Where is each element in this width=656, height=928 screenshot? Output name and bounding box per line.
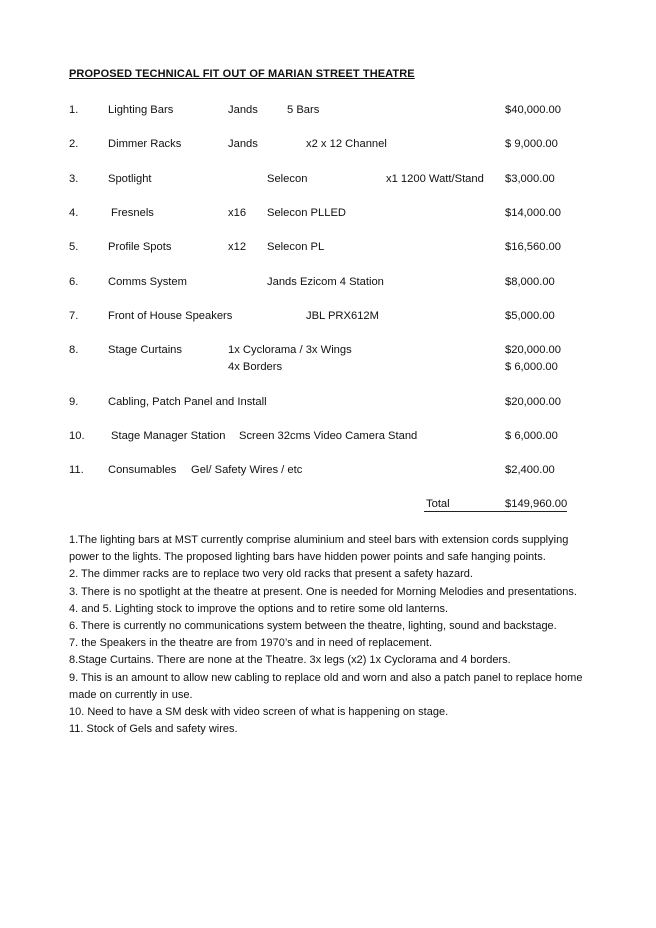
item-name: Front of House Speakers — [108, 310, 233, 322]
item-detail: x16 — [228, 207, 247, 219]
item-number: 3. — [69, 173, 79, 185]
item-number: 5. — [69, 241, 79, 253]
item-price: $2,400.00 — [505, 464, 555, 476]
item-name: Spotlight — [108, 173, 152, 185]
item-number: 2. — [69, 138, 79, 150]
item-detail: Gel/ Safety Wires / etc — [191, 464, 303, 476]
item-name: Cabling, Patch Panel and Install — [108, 396, 267, 408]
item-number: 10. — [69, 430, 85, 442]
item-detail: Jands — [228, 104, 258, 116]
item-price: $5,000.00 — [505, 310, 555, 322]
item-detail: x2 x 12 Channel — [306, 138, 387, 150]
note-paragraph: 8.Stage Curtains. There are none at the Theatre. 3x legs (x2) 1x Cyclorama and 4 borders. — [69, 654, 511, 667]
item-price: $14,000.00 — [505, 207, 561, 219]
item-detail: Screen 32cms Video Camera Stand — [239, 430, 418, 442]
total-underline — [424, 511, 567, 512]
item-number: 1. — [69, 104, 79, 116]
item-number: 4. — [69, 207, 79, 219]
item-number: 7. — [69, 310, 79, 322]
total-label: Total — [426, 498, 450, 510]
item-price: $3,000.00 — [505, 173, 555, 185]
item-name: Lighting Bars — [108, 104, 174, 116]
item-detail: Jands — [228, 138, 258, 150]
item-number: 9. — [69, 396, 79, 408]
table-row — [0, 173, 656, 189]
item-detail: 4x Borders — [228, 361, 283, 373]
item-price: $8,000.00 — [505, 276, 555, 288]
note-paragraph: 4. and 5. Lighting stock to improve the options and to retire some old lanterns. — [69, 602, 449, 615]
item-price: $40,000.00 — [505, 104, 561, 116]
page-title: PROPOSED TECHNICAL FIT OUT OF MARIAN STREET THEATRE — [69, 68, 415, 80]
table-row — [0, 138, 656, 154]
item-name: Fresnels — [111, 207, 154, 219]
item-detail: 1x Cyclorama / 3x Wings — [228, 344, 352, 356]
item-name: Stage Manager Station — [111, 430, 226, 442]
item-detail: 5 Bars — [287, 104, 320, 116]
total-row — [0, 498, 656, 514]
item-name: Profile Spots — [108, 241, 172, 253]
table-row — [0, 396, 656, 412]
note-paragraph: 7. the Speakers in the theatre are from 1970’s and in need of replacement. — [69, 637, 433, 650]
note-paragraph: 10. Need to have a SM desk with video screen of what is happening on stage. — [69, 706, 449, 719]
item-price: $20,000.00 — [505, 396, 561, 408]
note-paragraph: 9. This is an amount to allow new cabling to replace old and worn and also a patch panel to replace home made on currently in use. — [69, 671, 583, 701]
item-price: $ 9,000.00 — [505, 138, 558, 150]
note-paragraph: 1.The lighting bars at MST currently comprise aluminium and steel bars with extension cords supplying power to the lights. The proposed lighting bars have hidden power points and safe hanging points. — [69, 534, 569, 564]
total-value: $149,960.00 — [505, 498, 568, 510]
table-row — [0, 344, 656, 378]
item-number: 11. — [69, 464, 84, 476]
table-row — [0, 207, 656, 223]
item-detail: JBL PRX612M — [306, 310, 379, 322]
item-price-secondary: $ 6,000.00 — [505, 361, 558, 373]
item-price: $20,000.00 — [505, 344, 561, 356]
item-name: Stage Curtains — [108, 344, 183, 356]
note-paragraph: 6. There is currently no communications system between the theatre, lighting, sound and backstage. — [69, 620, 557, 633]
item-price: $16,560.00 — [505, 241, 561, 253]
table-row — [0, 241, 656, 257]
table-row — [0, 104, 656, 120]
item-detail: Selecon PLLED — [267, 207, 346, 219]
item-name: Consumables — [108, 464, 177, 476]
item-detail: Selecon — [267, 173, 308, 185]
item-number: 8. — [69, 344, 79, 356]
item-detail: Jands Ezicom 4 Station — [267, 276, 384, 288]
item-detail: Selecon PL — [267, 241, 325, 253]
table-row — [0, 464, 656, 480]
item-name: Comms System — [108, 276, 187, 288]
item-name: Dimmer Racks — [108, 138, 182, 150]
note-paragraph: 3. There is no spotlight at the theatre at present. One is needed for Morning Melodies and presentations. — [69, 585, 577, 598]
item-number: 6. — [69, 276, 79, 288]
notes-section — [69, 532, 589, 738]
note-paragraph: 2. The dimmer racks are to replace two very old racks that present a safety hazard. — [69, 568, 473, 581]
item-detail: x1 1200 Watt/Stand — [386, 173, 484, 185]
item-detail: x12 — [228, 241, 247, 253]
item-price: $ 6,000.00 — [505, 430, 558, 442]
table-row — [0, 276, 656, 292]
table-row — [0, 430, 656, 446]
note-paragraph: 11. Stock of Gels and safety wires. — [69, 723, 238, 736]
table-row — [0, 310, 656, 326]
